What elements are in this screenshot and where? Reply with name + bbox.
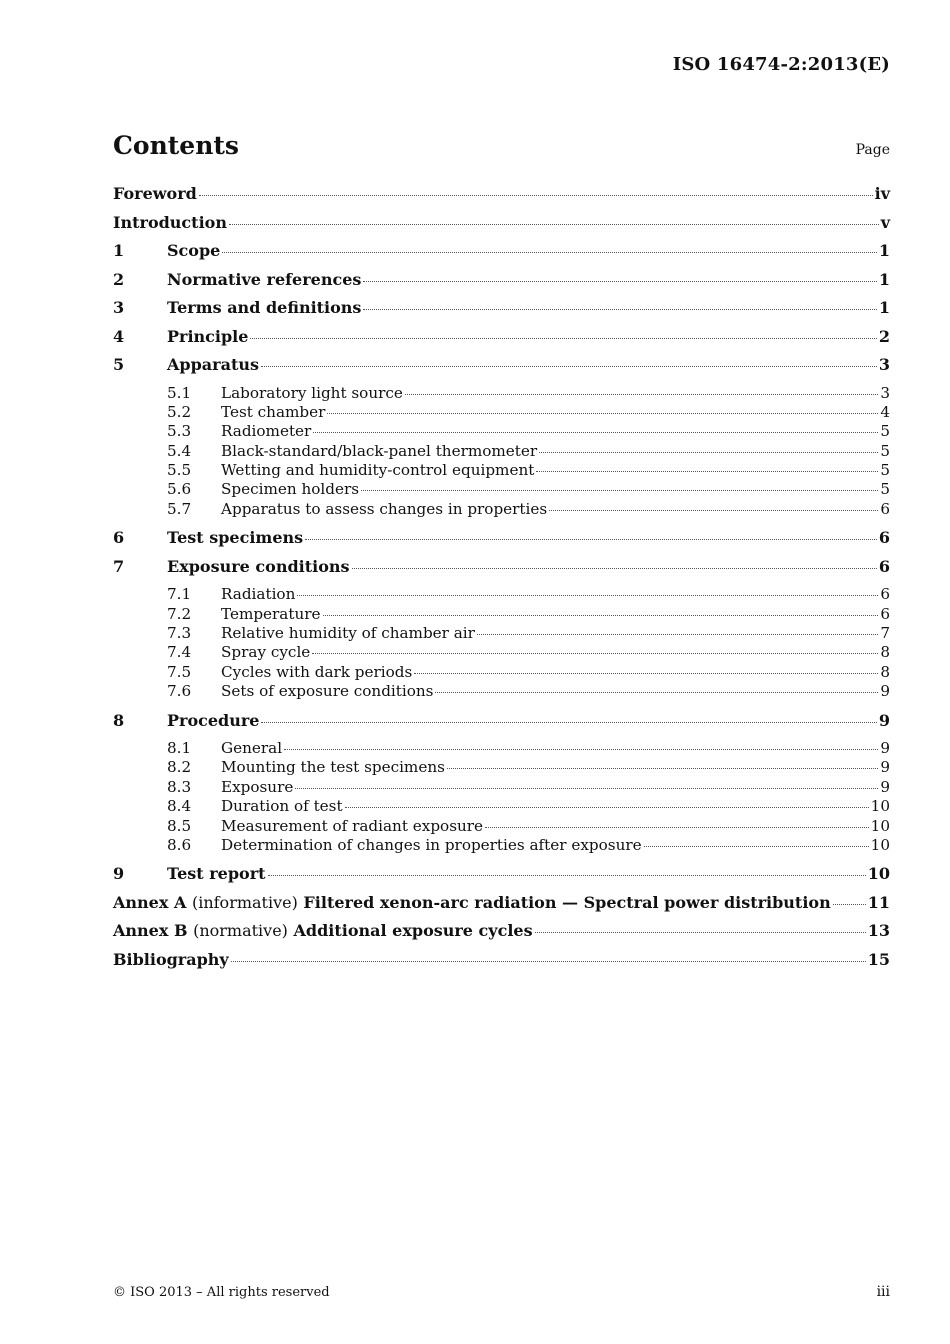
toc-entry-page: 8	[880, 662, 890, 681]
toc-entry-page: 7	[880, 624, 890, 643]
toc-subentry-5-6[interactable]	[113, 480, 890, 499]
toc-subentry-8-6[interactable]	[113, 836, 890, 855]
toc-entry-number: 7.1	[167, 585, 192, 604]
dot-leader	[312, 653, 878, 654]
toc-entry-page: 5	[880, 441, 890, 460]
toc-entry-number: 8.5	[167, 816, 192, 835]
toc-entry-procedure[interactable]	[113, 711, 890, 740]
toc-subentry-5-1[interactable]	[113, 384, 890, 403]
toc-entry-terms-definitions[interactable]	[113, 298, 890, 327]
toc-entry-title: Apparatus to assess changes in properties	[221, 499, 548, 518]
dot-leader	[477, 634, 878, 635]
toc-entry-page: 5	[880, 422, 890, 441]
toc-entry-page: 1	[878, 241, 890, 260]
dot-leader	[313, 432, 878, 433]
toc-entry-page: 6	[878, 556, 890, 576]
toc-entry-title: Determination of changes in properties after exposure	[221, 836, 642, 855]
toc-entry-page: 1	[878, 298, 890, 317]
toc-entry-title: Duration of test	[221, 797, 343, 816]
toc-entry-title: Bibliography	[113, 949, 229, 969]
toc-entry-number: 7.3	[167, 624, 192, 643]
toc-subentry-8-4[interactable]	[113, 797, 890, 816]
dot-leader	[549, 510, 878, 511]
toc-entry-page: 10	[867, 864, 890, 884]
dot-leader	[363, 281, 876, 282]
toc-entry-number: 6	[113, 528, 125, 548]
toc-entry-title: Cycles with dark periods	[221, 662, 413, 681]
dot-leader	[644, 846, 869, 847]
toc-subentry-7-6[interactable]	[113, 682, 890, 701]
dot-leader	[295, 788, 878, 789]
toc-entry-page: 9	[880, 758, 890, 777]
dot-leader	[485, 827, 869, 828]
toc-entry-number: 9	[113, 864, 125, 884]
toc-subentry-8-1[interactable]	[113, 739, 890, 758]
toc-entry-page: 9	[880, 739, 890, 758]
toc-subentry-5-2[interactable]	[113, 403, 890, 422]
toc-entry-title: Exposure conditions	[167, 556, 350, 576]
dot-leader	[352, 568, 877, 569]
dot-leader	[414, 673, 878, 674]
annex-label: Annex B	[113, 921, 188, 941]
toc-entry-page: 11	[867, 892, 890, 912]
toc-entry-test-specimens[interactable]	[113, 528, 890, 557]
dot-leader	[305, 539, 877, 540]
toc-entry-page: 5	[880, 461, 890, 480]
dot-leader	[229, 224, 879, 225]
toc-entry-number: 1	[113, 241, 125, 260]
toc-entry-title: Terms and definitions	[167, 298, 362, 317]
toc-entry-principle[interactable]	[113, 327, 890, 356]
toc-entry-title: Laboratory light source	[221, 383, 403, 402]
toc-entry-page: 3	[878, 355, 890, 374]
toc-entry-number: 8.6	[167, 836, 192, 855]
dot-leader	[231, 961, 866, 962]
toc-entry-title: Black-standard/black-panel thermometer	[221, 441, 538, 460]
toc-entry-number: 7.6	[167, 682, 192, 701]
toc-entry-page: 3	[880, 383, 890, 402]
toc-entry-page: 15	[867, 949, 890, 969]
toc-entry-title: Mounting the test specimens	[221, 758, 445, 777]
toc-entry-title: Relative humidity of chamber air	[221, 624, 475, 643]
toc-entry-title: Temperature	[221, 604, 321, 623]
toc-subentry-5-3[interactable]	[113, 422, 890, 441]
toc-entry-title: Test report	[167, 864, 266, 884]
toc-entry-title: Exposure	[221, 777, 294, 796]
toc-entry-number: 5.1	[167, 383, 192, 402]
toc-entry-number: 5	[113, 355, 125, 374]
toc-entry-number: 8.3	[167, 777, 192, 796]
toc-entry-title: Wetting and humidity-control equipment	[221, 461, 535, 480]
dot-leader	[535, 932, 866, 933]
toc-entry-page: 6	[880, 499, 890, 518]
toc-subentry-7-4[interactable]	[113, 643, 890, 662]
toc-entry-title: Normative references	[167, 269, 362, 289]
toc-entry-number: 5.3	[167, 422, 192, 441]
toc-entry-page: 4	[880, 402, 890, 421]
annex-type: (informative)	[191, 892, 298, 912]
toc-entry-scope[interactable]	[113, 241, 890, 270]
toc-entry-number: 4	[113, 326, 125, 346]
toc-subentry-5-4[interactable]	[113, 442, 890, 461]
toc-entry-number: 8.1	[167, 739, 192, 758]
toc-subentry-5-5[interactable]	[113, 461, 890, 480]
dot-leader	[222, 252, 877, 253]
toc-entry-title: Principle	[167, 326, 249, 346]
toc-entry-introduction[interactable]	[113, 213, 890, 242]
dot-leader	[268, 875, 866, 876]
toc-entry-page: 5	[880, 480, 890, 499]
toc-entry-title: Scope	[167, 241, 221, 260]
toc-entry-bibliography[interactable]	[113, 950, 890, 979]
toc-entry-apparatus[interactable]	[113, 355, 890, 384]
toc-entry-page: 13	[867, 921, 890, 941]
toc-entry-page: 6	[878, 528, 890, 548]
toc-entry-title: Introduction	[113, 212, 227, 232]
dot-leader	[447, 768, 878, 769]
toc-entry-title: General	[221, 739, 283, 758]
dot-leader	[435, 692, 878, 693]
toc-subentry-8-3[interactable]	[113, 778, 890, 797]
document-id: ISO 16474-2:2013(E)	[672, 54, 890, 75]
dot-leader	[250, 338, 876, 339]
toc-entry-number: 8.2	[167, 758, 192, 777]
toc-subentry-7-5[interactable]	[113, 663, 890, 682]
dot-leader	[833, 904, 866, 905]
toc-entry-annex-a[interactable]	[113, 893, 890, 922]
toc-entry-exposure-conditions[interactable]	[113, 557, 890, 586]
toc-entry-number: 5.6	[167, 480, 192, 499]
page-number: iii	[876, 1284, 890, 1300]
toc-entry-number: 5.7	[167, 499, 192, 518]
toc-subentry-7-3[interactable]	[113, 624, 890, 643]
toc-subentry-8-5[interactable]	[113, 817, 890, 836]
dot-leader	[297, 595, 878, 596]
toc-entry-title: Radiation	[221, 585, 296, 604]
toc-entry-title: Sets of exposure conditions	[221, 682, 434, 701]
toc-entry-page: iv	[874, 184, 890, 203]
toc-entry-number: 7.5	[167, 662, 192, 681]
toc-entry-title: Apparatus	[167, 355, 259, 374]
table-of-contents	[113, 184, 890, 978]
dot-leader	[361, 490, 878, 491]
dot-leader	[261, 366, 877, 367]
toc-entry-title: Spray cycle	[221, 643, 311, 662]
copyright-notice: © ISO 2013 – All rights reserved	[113, 1285, 330, 1300]
toc-entry-page: 1	[878, 269, 890, 289]
toc-entry-number: 8	[113, 710, 125, 730]
toc-entry-title: Additional exposure cycles	[293, 921, 533, 941]
toc-entry-page: v	[880, 212, 890, 232]
toc-subentry-8-2[interactable]	[113, 758, 890, 777]
toc-entry-page: 10	[870, 816, 890, 835]
dot-leader	[405, 394, 878, 395]
toc-entry-page: 9	[878, 710, 890, 730]
contents-title: Contents	[113, 131, 240, 160]
toc-entry-number: 7.2	[167, 604, 192, 623]
dot-leader	[199, 195, 873, 196]
dot-leader	[363, 309, 876, 310]
toc-entry-page: 2	[878, 326, 890, 346]
dot-leader	[536, 471, 878, 472]
page-column-label: Page	[855, 142, 890, 158]
toc-entry-page: 8	[880, 643, 890, 662]
toc-entry-number: 7	[113, 556, 125, 576]
toc-entry-title: Test chamber	[221, 402, 326, 421]
toc-entry-number: 2	[113, 269, 125, 289]
toc-entry-test-report[interactable]	[113, 864, 890, 893]
dot-leader	[327, 413, 878, 414]
toc-entry-title: Procedure	[167, 710, 260, 730]
dot-leader	[284, 749, 878, 750]
toc-entry-annex-b[interactable]	[113, 921, 890, 950]
toc-entry-number: 5.2	[167, 402, 192, 421]
toc-subentry-5-7[interactable]	[113, 500, 890, 519]
toc-entry-number: 5.4	[167, 441, 192, 460]
toc-subentry-7-1[interactable]	[113, 585, 890, 604]
toc-entry-title: Measurement of radiant exposure	[221, 816, 484, 835]
toc-entry-title: Specimen holders	[221, 480, 360, 499]
toc-entry-number: 5.5	[167, 461, 192, 480]
toc-entry-page: 10	[870, 797, 890, 816]
dot-leader	[539, 452, 878, 453]
toc-entry-page: 10	[870, 836, 890, 855]
toc-entry-page: 6	[880, 604, 890, 623]
toc-entry-title: Radiometer	[221, 422, 312, 441]
toc-entry-number: 7.4	[167, 643, 192, 662]
toc-entry-page: 9	[880, 682, 890, 701]
toc-entry-title: Filtered xenon-arc radiation — Spectral power distribution	[303, 892, 831, 912]
toc-entry-number: 8.4	[167, 797, 192, 816]
toc-entry-foreword[interactable]	[113, 184, 890, 213]
annex-label: Annex A	[113, 892, 187, 912]
dot-leader	[323, 615, 879, 616]
toc-entry-page: 9	[880, 777, 890, 796]
toc-entry-page: 6	[880, 585, 890, 604]
toc-entry-title: Test specimens	[167, 528, 304, 548]
toc-subentry-7-2[interactable]	[113, 605, 890, 624]
toc-entry-number: 3	[113, 298, 125, 317]
toc-entry-normative-references[interactable]	[113, 270, 890, 299]
dot-leader	[345, 807, 869, 808]
annex-type: (normative)	[193, 921, 288, 941]
dot-leader	[261, 722, 876, 723]
toc-entry-title: Foreword	[113, 184, 197, 203]
